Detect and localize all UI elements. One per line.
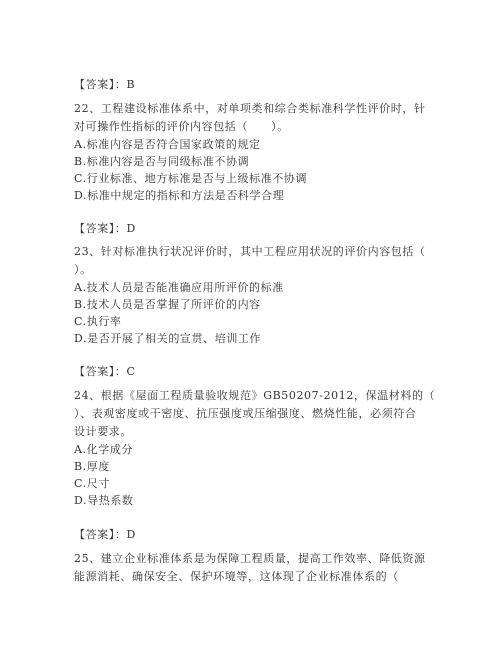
answer-label: 【答案】：D <box>74 528 136 541</box>
question-24-stem-line2: ）、表观密度或干密度、抗压强度或压缩强度、燃烧性能，必须符合 <box>74 407 417 420</box>
question-25-stem-line2: 能源消耗、确保安全、保护环境等，这体现了企业标准体系的（ <box>74 570 399 583</box>
question-24-option-c: C.尺寸 <box>74 477 110 490</box>
question-24-option-b: B.厚度 <box>74 460 110 473</box>
question-22-stem-line2: 对可操作性指标的评价内容包括（ ）。 <box>74 120 289 133</box>
question-23-option-c: C.执行率 <box>74 315 122 328</box>
question-24-stem-line1: 24、根据《屋面工程质量验收规范》GB50207-2012，保温材料的（ <box>74 389 436 402</box>
question-23-option-d: D.是否开展了相关的宣贯、培训工作 <box>74 332 262 345</box>
question-24-option-a: A.化学成分 <box>74 443 134 456</box>
question-24-option-d: D.导热系数 <box>74 494 134 507</box>
question-22-option-c: C.行业标准、地方标准是否与上级标准不协调 <box>74 172 308 185</box>
question-22-option-a: A.标准内容是否符合国家政策的规定 <box>74 138 261 151</box>
question-22-stem-line1: 22、工程建设标准体系中，对单项类和综合类标准科学性评价时，针 <box>74 102 426 115</box>
answer-label: 【答案】：D <box>74 222 136 235</box>
question-22-option-b: B.标准内容是否与同级标准不协调 <box>74 155 250 168</box>
question-23-option-a: A.技术人员是否能准确应用所评价的标准 <box>74 281 284 294</box>
answer-label: 【答案】：B <box>74 78 136 91</box>
question-25-stem-line1: 25、建立企业标准体系是为保障工程质量，提高工作效率、降低资源 <box>74 552 426 565</box>
question-23-stem-line2: ）。 <box>74 263 92 276</box>
answer-label: 【答案】：C <box>74 365 136 378</box>
question-23-option-b: B.技术人员是否掌握了所评价的内容 <box>74 298 261 311</box>
question-22-option-d: D.标准中规定的指标和方法是否科学合理 <box>74 189 285 202</box>
question-24-stem-line3: 设计要求。 <box>74 425 132 438</box>
question-23-stem-line1: 23、针对标准执行状况评价时，其中工程应用状况的评价内容包括（ <box>74 245 426 258</box>
